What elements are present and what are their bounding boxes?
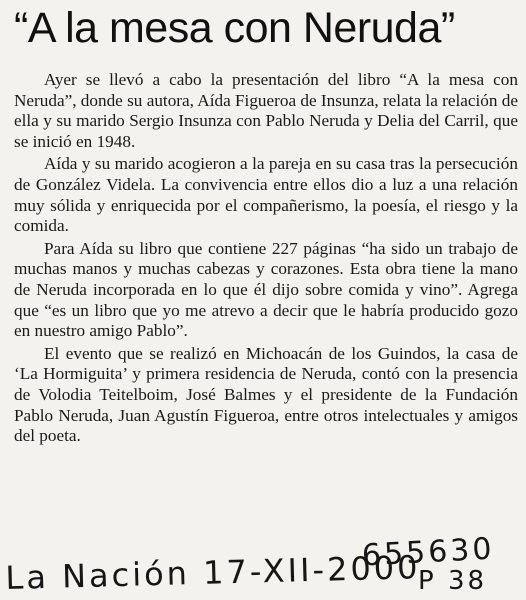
handwritten-page-note: P 38 bbox=[418, 566, 488, 596]
article-paragraph: El evento que se realizó en Michoacán de los Guindos, la casa de ‘La Hormiguita’ y primera residencia de Neruda, contó con la presencia de Volodia Teitelboim, José Balmes y el presidente de la Fundación Pablo Neruda, Juan Agustín Figueroa, entre otros intelectuales y amigos del poeta. bbox=[14, 343, 518, 446]
article-paragraph: Ayer se llevó a cabo la presentación del libro “A la mesa con Neruda”, donde su autora, Aída Figueroa de Insunza, relata la relación de ella y su marido Sergio Insunza con Pablo Neruda y Delia del Carril, que se inició en 1948. bbox=[14, 70, 518, 151]
article-paragraph: Aída y su marido acogieron a la pareja en su casa tras la persecución de González Videla. La convivencia entre ellos dio a luz a una relación muy sólida y enriquecida por el compañerismo, la poesía, el riesgo y la comida. bbox=[14, 154, 518, 236]
article-paragraph: Para Aída su libro que contiene 227 páginas “ha sido un trabajo de muchas manos y muchas cabezas y corazones. Esta obra tiene la mano de Neruda incorporada en lo que él dijo sobre comida y vino”. Agrega que “es un libro que yo me atrevo a decir que le habría producido gozo en nuestro amigo Pablo”. bbox=[14, 238, 518, 341]
article-body bbox=[14, 70, 518, 449]
headline: “A la mesa con Neruda” bbox=[14, 4, 455, 52]
handwritten-source-date: La Nación 17-XII-2000 bbox=[4, 548, 421, 598]
handwritten-archive-number: 655630 bbox=[361, 531, 496, 574]
